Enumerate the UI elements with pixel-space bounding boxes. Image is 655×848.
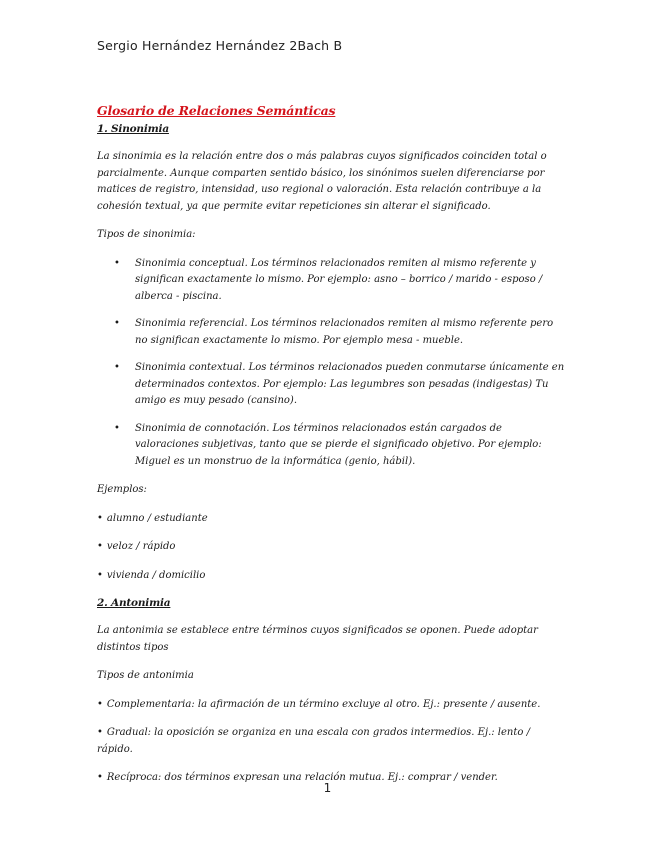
example-text: alumno / estudiante	[106, 512, 208, 524]
bullet-icon: •	[114, 422, 120, 434]
document-body	[97, 103, 567, 787]
sinonimia-types-label: Tipos de sinonimia:	[97, 229, 196, 240]
bullet-icon: •	[97, 512, 103, 524]
bullet-icon: •	[114, 362, 120, 373]
list-item	[97, 316, 567, 349]
bullet-icon: •	[97, 727, 103, 738]
list-item	[97, 360, 567, 410]
list-item	[97, 256, 567, 306]
page-header: Sergio Hernández Hernández 2Bach B	[97, 38, 343, 53]
antonimia-type-item	[97, 697, 567, 714]
example-item	[97, 568, 567, 585]
examples-label: Ejemplos:	[97, 484, 147, 495]
list-item-text: Sinonimia conceptual. Los términos relacionados remiten al mismo referente y significan exactamente lo mismo. Por ejemplo: asno – borrico / marido - esposo / alberca - piscina.	[135, 257, 543, 302]
section-heading-antonimia: 2. Antonimia	[97, 597, 171, 609]
bullet-icon: •	[97, 772, 103, 783]
list-item-text: Sinonimia de connotación. Los términos relacionados están cargados de valoraciones subjetivas, tanto que se pierde el significado objetivo. Por ejemplo: Miguel es un monstruo de la informática (genio, hábil).	[135, 422, 542, 467]
antonimia-type-text: Recíproca: dos términos expresan una relación mutua. Ej.: comprar / vender.	[106, 772, 498, 783]
bullet-icon: •	[97, 698, 103, 710]
antonimia-intro: La antonimia se establece entre términos cuyos significados se oponen. Puede adoptar distintos tipos	[97, 625, 538, 653]
bullet-icon: •	[97, 541, 103, 552]
example-text: vivienda / domicilio	[106, 569, 206, 581]
page-number: 1	[323, 781, 332, 795]
section-heading-sinonimia: 1. Sinonimia	[97, 123, 169, 135]
antonimia-type-text: Complementaria: la afirmación de un término excluye al otro. Ej.: presente / ausente.	[106, 698, 541, 710]
example-item	[97, 539, 567, 556]
list-item-text: Sinonimia referencial. Los términos relacionados remiten al mismo referente pero no significan exactamente lo mismo. Por ejemplo mesa - mueble.	[135, 318, 554, 346]
antonimia-type-text: Gradual: la oposición se organiza en una escala con grados intermedios. Ej.: lento / rápido.	[97, 727, 530, 755]
bullet-icon: •	[114, 257, 120, 269]
bullet-icon: •	[114, 318, 120, 329]
list-item-text: Sinonimia contextual. Los términos relacionados pueden conmutarse únicamente en determinados contextos. Por ejemplo: Las legumbres son pesadas (indigestas) Tu amigo es muy pesado (cansino).	[135, 362, 565, 406]
list-item	[97, 421, 567, 471]
document-title: Glosario de Relaciones Semánticas	[97, 103, 336, 118]
sinonimia-types-list	[97, 256, 567, 471]
example-item	[97, 511, 567, 528]
antonimia-type-item	[97, 725, 567, 758]
bullet-icon: •	[97, 569, 103, 581]
example-text: veloz / rápido	[106, 541, 176, 552]
antonimia-types-label: Tipos de antonimia	[97, 670, 194, 681]
sinonimia-intro: La sinonimia es la relación entre dos o más palabras cuyos significados coinciden total o parcialmente. Aunque comparten sentido básico, los sinónimos suelen diferenciarse por matices de registro, intensidad, uso regional o valoración. Esta relación contribuye a la cohesión textual, ya que permite evitar repeticiones sin alterar el significado.	[97, 151, 547, 212]
